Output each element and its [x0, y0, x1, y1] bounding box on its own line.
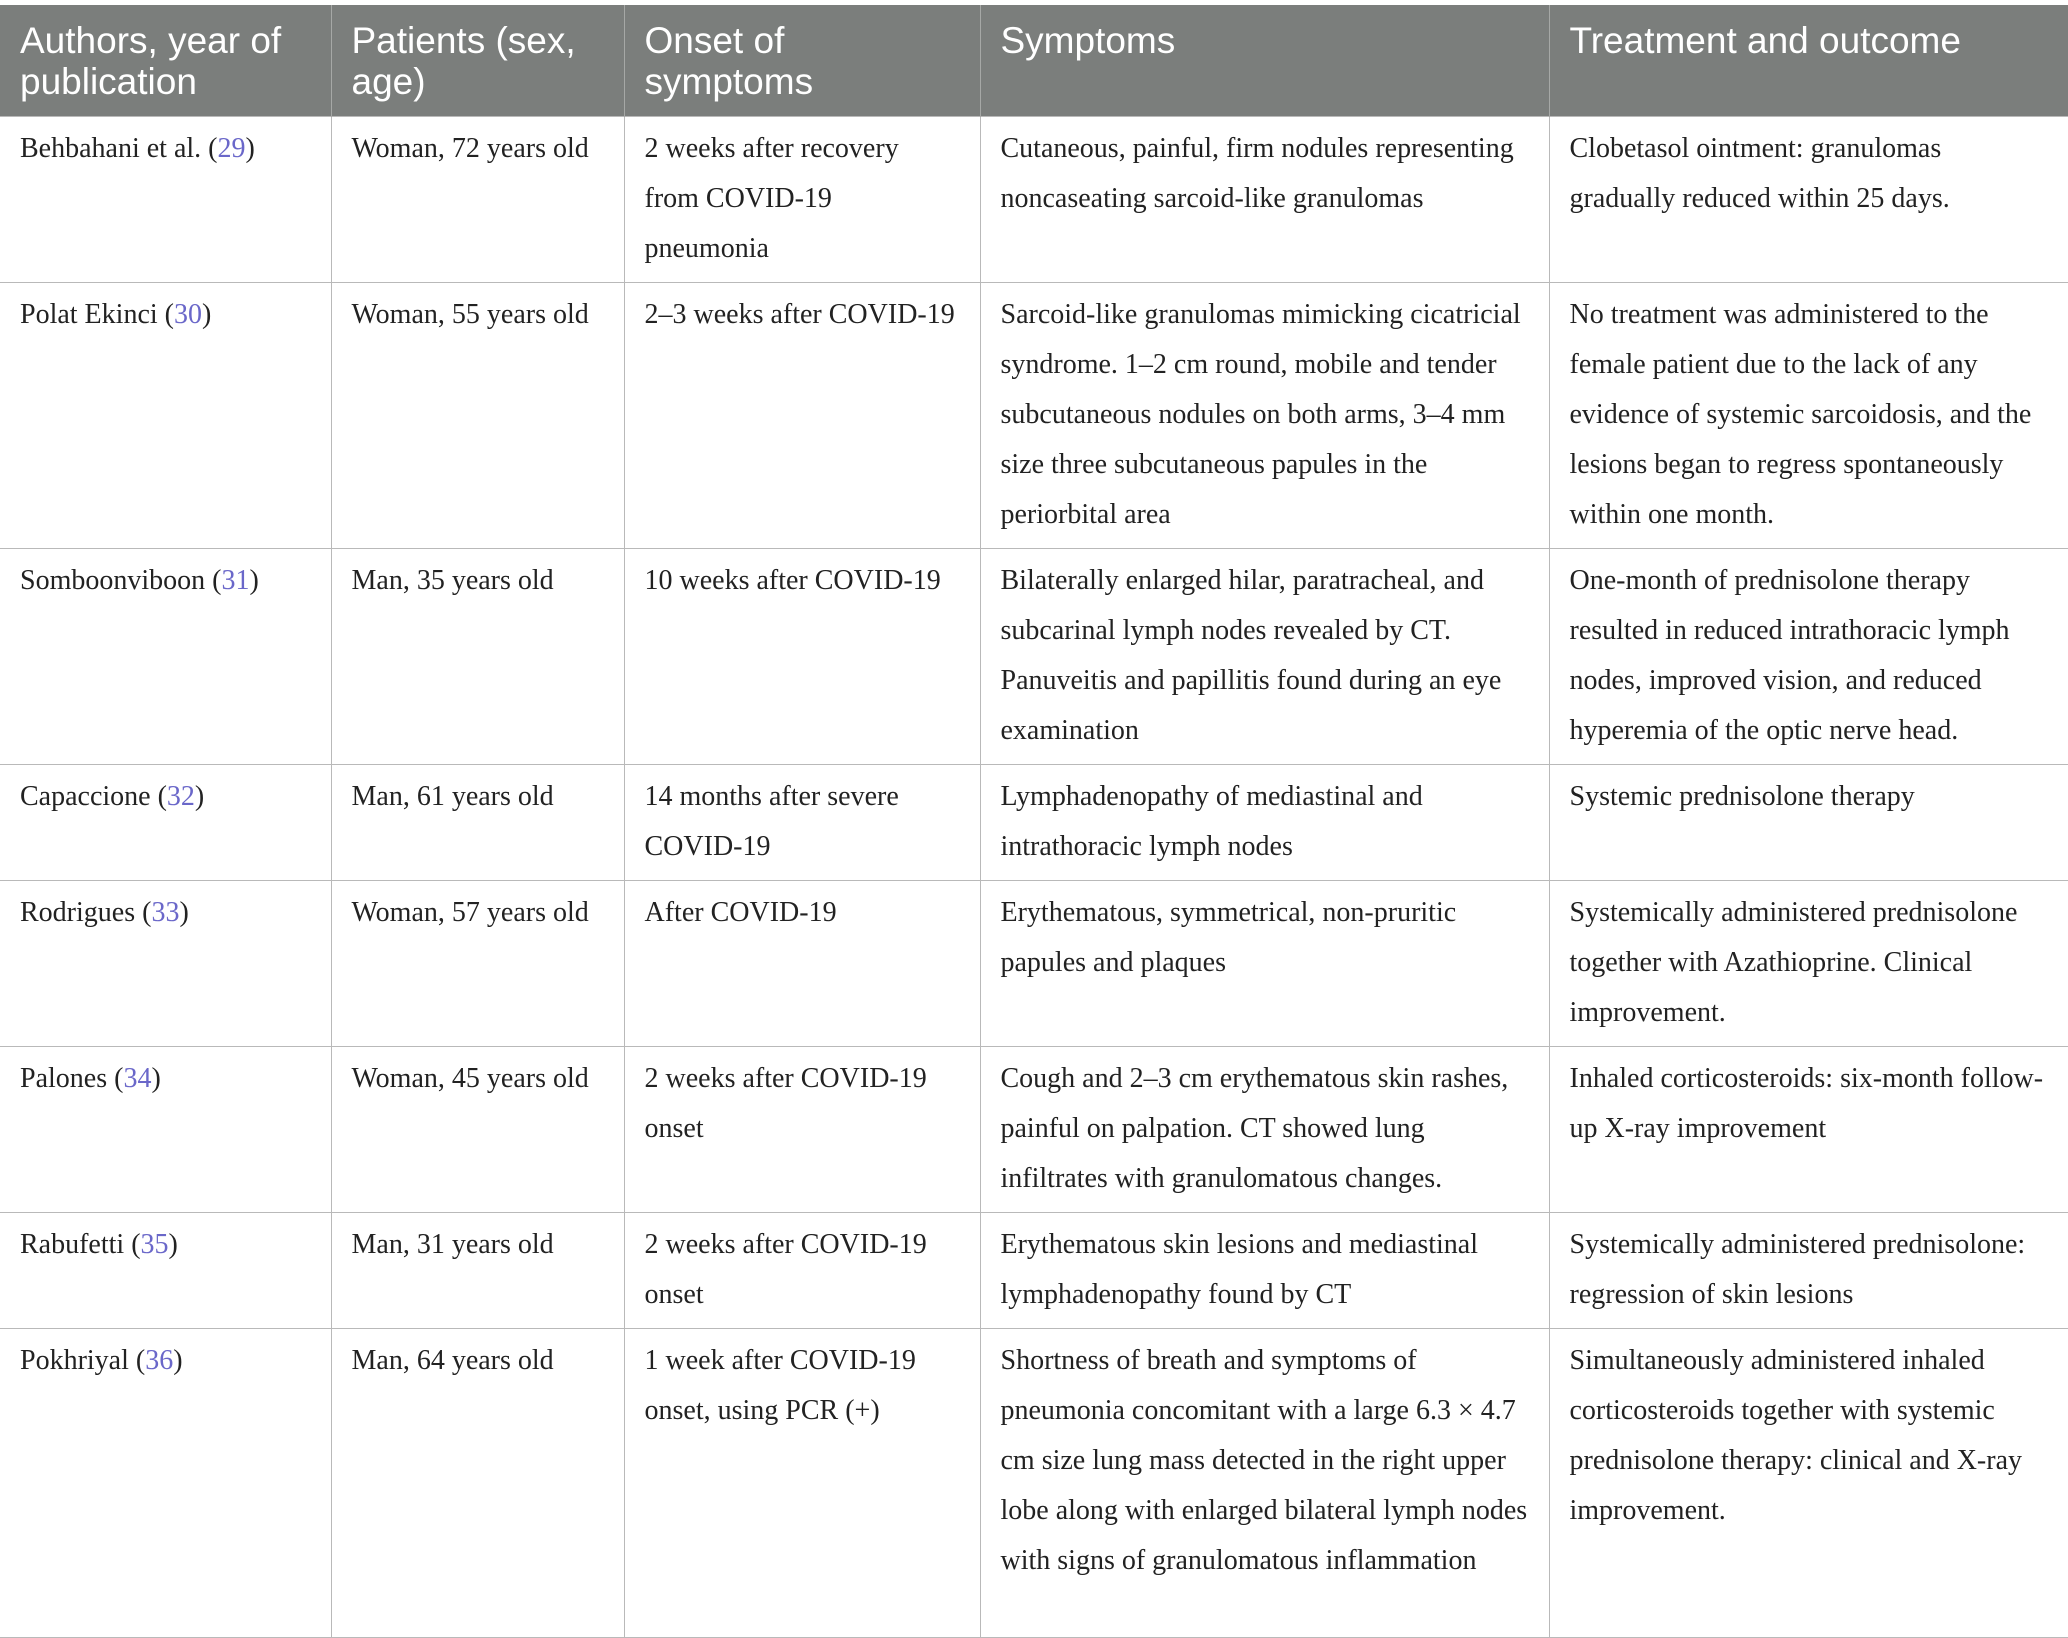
header-patients: Patients (sex, age): [331, 5, 624, 116]
cell-onset: 2–3 weeks after COVID-19: [624, 282, 980, 548]
author-name: Rodrigues: [20, 896, 136, 928]
author-name: Somboonviboon: [20, 564, 206, 596]
cell-treatment: Simultaneously administered inhaled corticosteroids together with systemic prednisolone therapy: clinical and X-ray improvement.: [1549, 1328, 2068, 1637]
reference-link[interactable]: 36: [145, 1344, 174, 1376]
cell-treatment: Systemic prednisolone therapy: [1549, 764, 2068, 880]
table-row: [0, 1212, 2068, 1328]
cell-author: Behbahani et al. (29): [0, 116, 331, 282]
cell-onset: 10 weeks after COVID-19: [624, 548, 980, 764]
table-row: [0, 116, 2068, 282]
cell-symptoms: Lymphadenopathy of mediastinal and intrathoracic lymph nodes: [980, 764, 1549, 880]
case-reports-table-container: [0, 5, 2068, 1638]
cell-patient: Woman, 45 years old: [331, 1046, 624, 1212]
cell-onset: 1 week after COVID-19 onset, using PCR (+): [624, 1328, 980, 1637]
table-body: [0, 116, 2068, 1637]
reference-link[interactable]: 29: [217, 132, 246, 164]
reference-link[interactable]: 34: [123, 1062, 152, 1094]
cell-treatment: One-month of prednisolone therapy resulted in reduced intrathoracic lymph nodes, improved vision, and reduced hyperemia of the optic nerve head.: [1549, 548, 2068, 764]
cell-author: Pokhriyal (36): [0, 1328, 331, 1637]
table-row: [0, 1046, 2068, 1212]
cell-treatment: Systemically administered prednisolone: regression of skin lesions: [1549, 1212, 2068, 1328]
table-row: [0, 764, 2068, 880]
cell-author: Palones (34): [0, 1046, 331, 1212]
cell-patient: Man, 64 years old: [331, 1328, 624, 1637]
cell-patient: Woman, 72 years old: [331, 116, 624, 282]
cell-patient: Man, 61 years old: [331, 764, 624, 880]
reference-link[interactable]: 30: [173, 298, 202, 330]
header-symptoms: Symptoms: [980, 5, 1549, 116]
cell-patient: Man, 35 years old: [331, 548, 624, 764]
cell-onset: 14 months after severe COVID-19: [624, 764, 980, 880]
cell-patient: Man, 31 years old: [331, 1212, 624, 1328]
header-onset: Onset of symptoms: [624, 5, 980, 116]
cell-symptoms: Erythematous, symmetrical, non-pruritic papules and plaques: [980, 880, 1549, 1046]
cell-treatment: Systemically administered prednisolone together with Azathioprine. Clinical improvement.: [1549, 880, 2068, 1046]
author-name: Polat Ekinci: [20, 298, 158, 330]
author-name: Behbahani et al.: [20, 132, 202, 164]
author-name: Capaccione: [20, 780, 151, 812]
reference-link[interactable]: 32: [166, 780, 195, 812]
cell-onset: 2 weeks after COVID-19 onset: [624, 1046, 980, 1212]
cell-author: Capaccione (32): [0, 764, 331, 880]
cell-onset: After COVID-19: [624, 880, 980, 1046]
cell-author: Rabufetti (35): [0, 1212, 331, 1328]
author-name: Pokhriyal: [20, 1344, 129, 1376]
header-treatment: Treatment and outcome: [1549, 5, 2068, 116]
header-row: [0, 5, 2068, 116]
cell-author: Rodrigues (33): [0, 880, 331, 1046]
cell-patient: Woman, 55 years old: [331, 282, 624, 548]
cell-author: Polat Ekinci (30): [0, 282, 331, 548]
cell-symptoms: Cutaneous, painful, firm nodules representing noncaseating sarcoid-like granulomas: [980, 116, 1549, 282]
cell-onset: 2 weeks after recovery from COVID-19 pneumonia: [624, 116, 980, 282]
author-name: Rabufetti: [20, 1228, 125, 1260]
cell-symptoms: Shortness of breath and symptoms of pneumonia concomitant with a large 6.3 × 4.7 cm size lung mass detected in the right upper lobe along with enlarged bilateral lymph nodes with signs of granulomatous inflammation: [980, 1328, 1549, 1637]
cell-treatment: No treatment was administered to the female patient due to the lack of any evidence of systemic sarcoidosis, and the lesions began to regress spontaneously within one month.: [1549, 282, 2068, 548]
cell-symptoms: Erythematous skin lesions and mediastinal lymphadenopathy found by CT: [980, 1212, 1549, 1328]
author-name: Palones: [20, 1062, 108, 1094]
cell-author: Somboonviboon (31): [0, 548, 331, 764]
table-row: [0, 1328, 2068, 1637]
case-reports-table: [0, 5, 2068, 1638]
table-row: [0, 880, 2068, 1046]
cell-patient: Woman, 57 years old: [331, 880, 624, 1046]
cell-treatment: Clobetasol ointment: granulomas gradually reduced within 25 days.: [1549, 116, 2068, 282]
cell-symptoms: Bilaterally enlarged hilar, paratracheal, and subcarinal lymph nodes revealed by CT. Panuveitis and papillitis found during an eye examination: [980, 548, 1549, 764]
reference-link[interactable]: 33: [151, 896, 180, 928]
cell-treatment: Inhaled corticosteroids: six-month follow-up X-ray improvement: [1549, 1046, 2068, 1212]
header-authors: Authors, year of publication: [0, 5, 331, 116]
table-row: [0, 548, 2068, 764]
reference-link[interactable]: 35: [140, 1228, 169, 1260]
table-row: [0, 282, 2068, 548]
cell-symptoms: Sarcoid-like granulomas mimicking cicatricial syndrome. 1–2 cm round, mobile and tender subcutaneous nodules on both arms, 3–4 mm size three subcutaneous papules in the periorbital area: [980, 282, 1549, 548]
cell-symptoms: Cough and 2–3 cm erythematous skin rashes, painful on palpation. CT showed lung infiltrates with granulomatous changes.: [980, 1046, 1549, 1212]
table-header: [0, 5, 2068, 116]
cell-onset: 2 weeks after COVID-19 onset: [624, 1212, 980, 1328]
reference-link[interactable]: 31: [221, 564, 250, 596]
